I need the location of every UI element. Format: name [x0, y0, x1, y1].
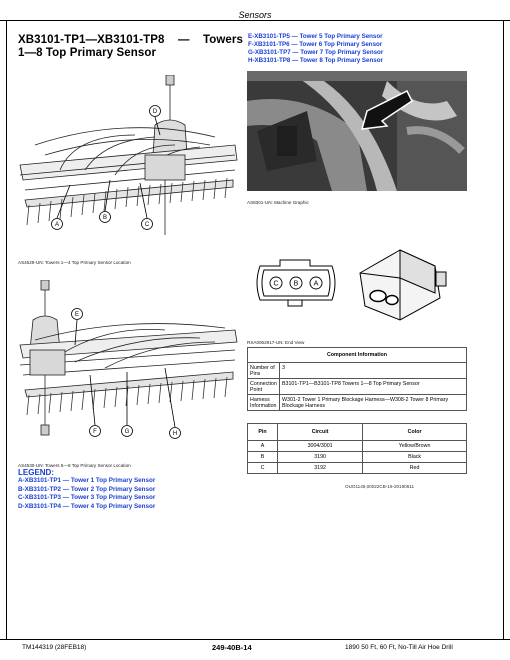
legend-top	[248, 33, 383, 65]
legend-top-item: E-XB3101-TP5 — Tower 5 Top Primary Sensor	[248, 33, 383, 40]
table-cell: Harness Information	[248, 395, 280, 411]
legend-top-item: G-XB3101-TP7 — Tower 7 Top Primary Sensor	[248, 49, 384, 56]
footer-page-number: 249-40B-14	[212, 643, 252, 652]
page-title	[18, 34, 243, 60]
table-cell: W301-2 Tower 1 Primary Blockage Harness—W308-2 Tower 8 Primary Blockage Harness	[280, 395, 467, 411]
legend-item: D-XB3101-TP4 — Tower 4 Top Primary Sensor	[18, 502, 156, 510]
table-cell: Connection Point	[248, 379, 280, 395]
callout-label: G	[124, 429, 130, 436]
table-cell: Number of Pins	[248, 363, 280, 379]
table-cell: B3101-TP1—B3101-TP8 Towers 1—8 Top Primary Sensor	[280, 379, 467, 395]
title-part-a: XB3101-TP1—XB3101-TP8	[18, 34, 165, 46]
table-row	[248, 463, 467, 474]
table-row	[248, 452, 467, 463]
component-info-heading: Component Information	[248, 348, 467, 363]
table-cell: A	[248, 441, 278, 452]
table-row	[248, 363, 467, 379]
table-cell: C	[248, 463, 278, 474]
callout-label: A	[54, 222, 60, 229]
title-line2: 1—8 Top Primary Sensor	[18, 47, 157, 59]
legend-item: C-XB3101-TP3 — Tower 3 Top Primary Sensor	[18, 494, 156, 501]
pin-label: B	[293, 280, 299, 288]
column-header: Circuit	[278, 424, 363, 441]
legend-top-item: H-XB3101-TP8 — Tower 8 Top Primary Sensor	[248, 57, 383, 64]
footer-left: TM144319 (28FEB18)	[22, 644, 87, 651]
table-row	[248, 379, 467, 395]
document-reference: OUO1149,00022CB-19-20190611	[345, 484, 415, 489]
pin-table	[247, 423, 467, 474]
callout-label: D	[152, 109, 158, 116]
legend-bottom	[18, 468, 155, 511]
section-header: Sensors	[238, 10, 272, 20]
machine-photo	[247, 71, 467, 191]
table-row	[248, 441, 467, 452]
table-cell: 3	[280, 363, 467, 379]
footer-rule	[0, 639, 510, 640]
callout-label: E	[74, 312, 80, 319]
table-cell: Yellow/Brown	[363, 441, 467, 452]
title-dash: —	[177, 34, 190, 46]
callout-label: B	[102, 215, 108, 222]
towers-1-4-figure	[15, 75, 240, 255]
component-info-table	[247, 347, 467, 411]
column-header: Color	[363, 424, 467, 441]
callout-label: F	[93, 429, 97, 436]
table-cell: B	[248, 452, 278, 463]
towers-5-8-figure	[15, 280, 240, 460]
pin-label: C	[273, 280, 279, 288]
footer-right: 1890 50 Ft, 60 Ft, No-Till Air Hoe Drill	[345, 644, 453, 651]
table-cell: 3192	[278, 463, 363, 474]
left-border	[6, 20, 7, 640]
connector-end-view	[250, 238, 460, 333]
right-border	[503, 20, 504, 640]
legend-item: B-XB3101-TP2 — Tower 2 Top Primary Sensor	[18, 485, 156, 493]
table-cell: Black	[363, 452, 467, 463]
figure-caption: RXA0062917-UN: End View	[247, 340, 305, 345]
legend-heading: LEGEND:	[18, 468, 54, 477]
table-cell: Red	[363, 463, 467, 474]
legend-top-item: F-XB3101-TP6 — Tower 6 Top Primary Sensor	[248, 41, 383, 48]
table-row	[248, 395, 467, 411]
header-rule	[0, 20, 510, 21]
table-cell: 3190	[278, 452, 363, 463]
column-header: Pin	[248, 424, 278, 441]
legend-item: A-XB3101-TP1 — Tower 1 Top Primary Sensor	[18, 477, 156, 484]
figure-caption: AS8301-UN: Machine Graphic	[247, 200, 309, 205]
pin-label: A	[313, 280, 319, 288]
title-part-c: Towers	[202, 34, 243, 46]
figure-caption: AS4530-UN: Towers 5—8 Top Primary Sensor Location	[18, 463, 131, 468]
callout-label: H	[172, 431, 178, 438]
table-cell: 3004/3001	[278, 441, 363, 452]
figure-caption: AS4529-UN: Towers 1—4 Top Primary Sensor Location	[18, 260, 131, 265]
callout-label: C	[144, 222, 150, 229]
